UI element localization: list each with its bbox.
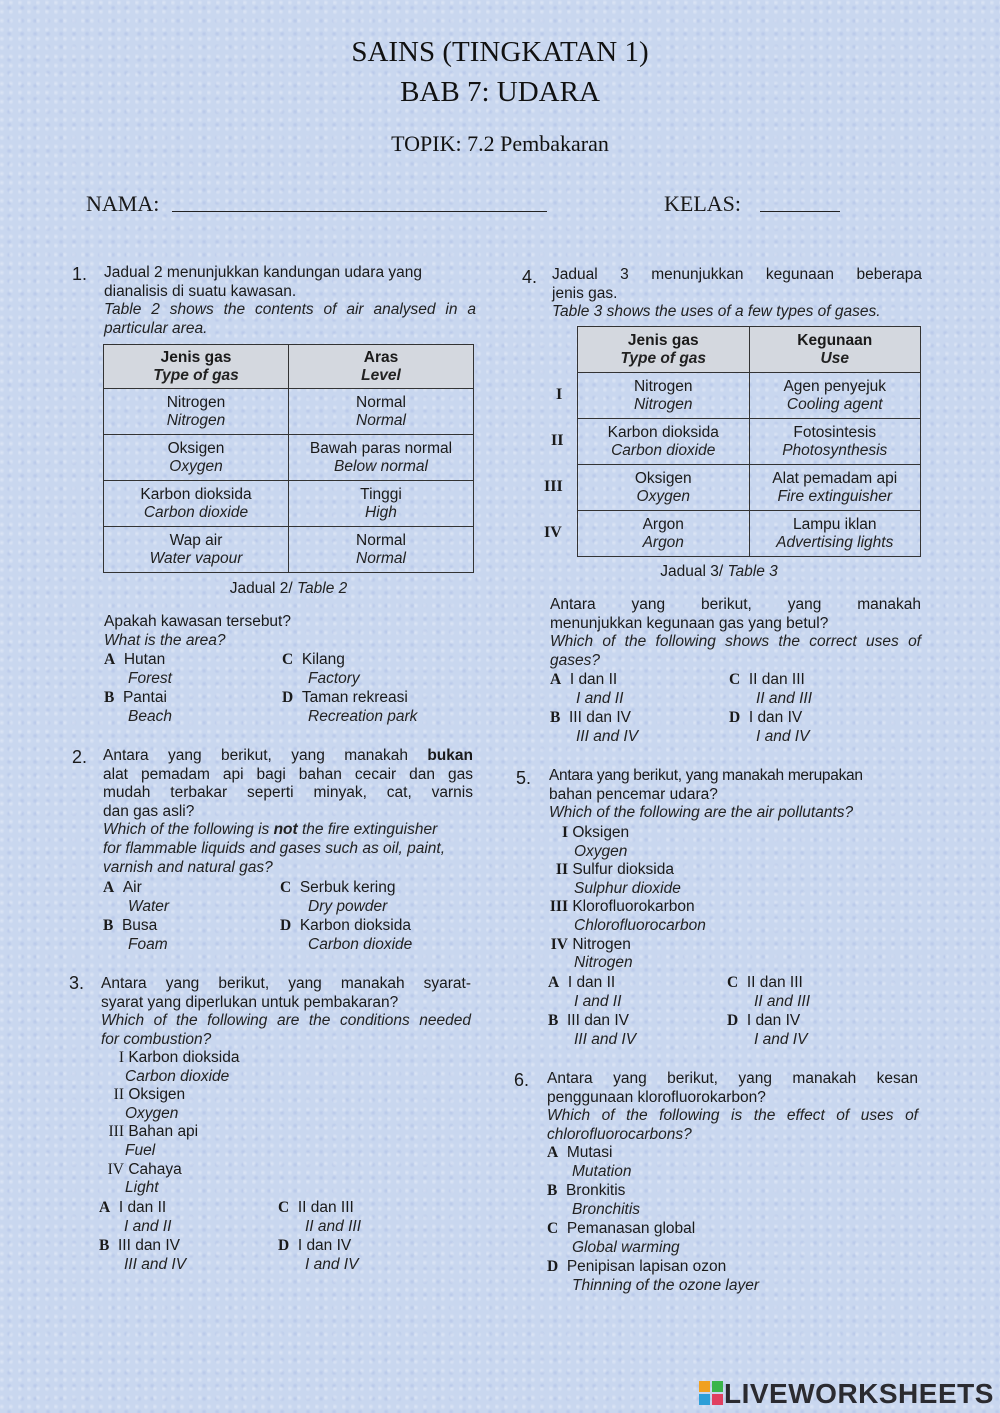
- table-row: Oksigen Oxygen Bawah paras normal Below normal: [104, 435, 474, 481]
- q4-option-d[interactable]: D I dan IV I and IV: [729, 709, 810, 745]
- q3-option-a[interactable]: A I dan II I and II: [99, 1199, 172, 1235]
- table3-caption: Jadual 3/ Table 3: [660, 563, 778, 580]
- nama-field[interactable]: [172, 211, 547, 212]
- list-item: II Oksigen Oxygen: [113, 1086, 186, 1122]
- q2-option-a[interactable]: A Air Water: [103, 879, 170, 915]
- title-line-1: SAINS (TINGKATAN 1): [351, 36, 649, 68]
- kelas-field[interactable]: [760, 211, 840, 212]
- table2-header-gas: Jenis gas Type of gas: [104, 345, 289, 389]
- table3-header-use: Kegunaan Use: [749, 327, 921, 373]
- table-row: Argon Argon Lampu iklan Advertising lights: [578, 511, 921, 557]
- nama-label: NAMA:: [86, 191, 160, 216]
- q5-stem: Antara yang berikut, yang manakah merupakan bahan pencemar udara? Which of the following are the air pollutants?: [549, 767, 863, 822]
- q2-number: 2.: [72, 747, 88, 767]
- q5-option-d[interactable]: D I dan IV I and IV: [727, 1012, 808, 1048]
- table-row: Oksigen Oxygen Alat pemadam api Fire extinguisher: [578, 465, 921, 511]
- q1-option-d[interactable]: D Taman rekreasi Recreation park: [282, 689, 418, 725]
- list-item: II Sulfur dioksida Sulphur dioxide: [555, 861, 681, 897]
- q1-ms-line2: dianalisis di suatu kawasan.: [104, 282, 297, 300]
- q3-item-list: [90, 1049, 290, 1198]
- q2-stem: Antara yang berikut, yang manakah bukan alat pemadam api bagi bahan cecair dan gas mudah terbakar seperti minyak, cat, varnis dan gas asli? Which of the following is not the fire extinguisher for flammable liquids and gases such as oil, paint, varnish and natural gas?: [103, 747, 473, 876]
- q4-stem: Jadual 3 menunjukkan kegunaan beberapa jenis gas. Table 3 shows the uses of a few types of gases.: [552, 266, 922, 321]
- q4-option-c[interactable]: C II dan III II and III: [729, 671, 813, 707]
- q1-en-line1: Table 2 shows the contents of air analysed in a: [104, 301, 476, 319]
- q1-option-b[interactable]: B Pantai Beach: [104, 689, 172, 725]
- list-item: III Klorofluorokarbon Chlorofluorocarbon: [549, 898, 706, 934]
- liveworksheets-logo-icon: [698, 1380, 724, 1408]
- q5-option-a[interactable]: A I dan II I and II: [548, 974, 622, 1010]
- title-line-2: BAB 7: UDARA: [400, 76, 600, 108]
- table3-header-gas: Jenis gas Type of gas: [578, 327, 750, 373]
- q5-option-c[interactable]: C II dan III II and III: [727, 974, 811, 1010]
- q1-option-c[interactable]: C Kilang Factory: [282, 651, 360, 687]
- list-item: IV Nitrogen Nitrogen: [550, 935, 633, 972]
- q1-ms-line1: Jadual 2 menunjukkan kandungan udara yang: [104, 264, 422, 281]
- q4-ask: Antara yang berikut, yang manakah menunjukkan kegunaan gas yang betul? Which of the following shows the correct uses of gases?: [550, 596, 921, 669]
- q3-option-d[interactable]: D I dan IV I and IV: [278, 1237, 359, 1273]
- q5-number: 5.: [516, 768, 532, 788]
- list-item: IV Cahaya Light: [107, 1160, 182, 1197]
- q4-number: 4.: [522, 267, 538, 287]
- q6-option-c[interactable]: C Pemanasan global Global warming: [547, 1220, 696, 1256]
- q2-option-b[interactable]: B Busa Foam: [103, 917, 168, 953]
- q2-option-c[interactable]: C Serbuk kering Dry powder: [280, 879, 396, 915]
- list-item: I Karbon dioksida Carbon dioxide: [118, 1049, 240, 1085]
- table-2: [103, 344, 474, 573]
- q1-en-line2: particular area.: [104, 319, 208, 337]
- list-item: III Bahan api Fuel: [108, 1123, 199, 1159]
- logo-text: LIVEWORKSHEETS: [724, 1378, 994, 1409]
- q6-number: 6.: [514, 1070, 530, 1090]
- q6-option-a[interactable]: A Mutasi Mutation: [547, 1144, 632, 1180]
- table-row: Karbon dioksida Carbon dioxide Tinggi High: [104, 481, 474, 527]
- q5-option-b[interactable]: B III dan IV III and IV: [548, 1012, 637, 1048]
- q6-option-b[interactable]: B Bronkitis Bronchitis: [547, 1182, 641, 1218]
- list-item: I Oksigen Oxygen: [561, 824, 630, 860]
- table-row: Karbon dioksida Carbon dioxide Fotosintesis Photosynthesis: [578, 419, 921, 465]
- q3-option-b[interactable]: B III dan IV III and IV: [99, 1237, 187, 1273]
- q1-number: 1.: [72, 264, 88, 284]
- table-3: [577, 326, 921, 557]
- table-row: Nitrogen Nitrogen Agen penyejuk Cooling agent: [578, 373, 921, 419]
- q4-option-a[interactable]: A I dan II I and II: [550, 671, 624, 707]
- table2-caption: Jadual 2/ Table 2: [229, 580, 348, 597]
- liveworksheets-logo: [698, 1378, 998, 1410]
- kelas-label: KELAS:: [664, 191, 741, 216]
- q1-stem: [104, 264, 476, 338]
- q3-option-c[interactable]: C II dan III II and III: [278, 1199, 362, 1235]
- q1-option-a[interactable]: A Hutan Forest: [104, 651, 172, 687]
- q4-option-b[interactable]: B III dan IV III and IV: [550, 709, 639, 745]
- table-row: Nitrogen Nitrogen Normal Normal: [104, 389, 474, 435]
- q2-option-d[interactable]: D Karbon dioksida Carbon dioxide: [280, 917, 413, 953]
- q5-item-list: [540, 824, 800, 973]
- q1-ask: Apakah kawasan tersebut? What is the area?: [104, 613, 291, 649]
- table2-header-level: Aras Level: [289, 345, 474, 389]
- topic-title: TOPIK: 7.2 Pembakaran: [391, 131, 609, 156]
- table-row: Wap air Water vapour Normal Normal: [104, 527, 474, 573]
- q6-option-d[interactable]: D Penipisan lapisan ozon Thinning of the ozone layer: [547, 1258, 759, 1294]
- q6-stem: Antara yang berikut, yang manakah kesan penggunaan klorofluorokarbon? Which of the following is the effect of uses of chlorofluorocarbons?: [547, 1070, 918, 1143]
- q3-number: 3.: [69, 973, 85, 993]
- q3-stem: Antara yang berikut, yang manakah syarat- syarat yang diperlukan untuk pembakaran? Which of the following are the conditions needed for combustion?: [101, 975, 471, 1048]
